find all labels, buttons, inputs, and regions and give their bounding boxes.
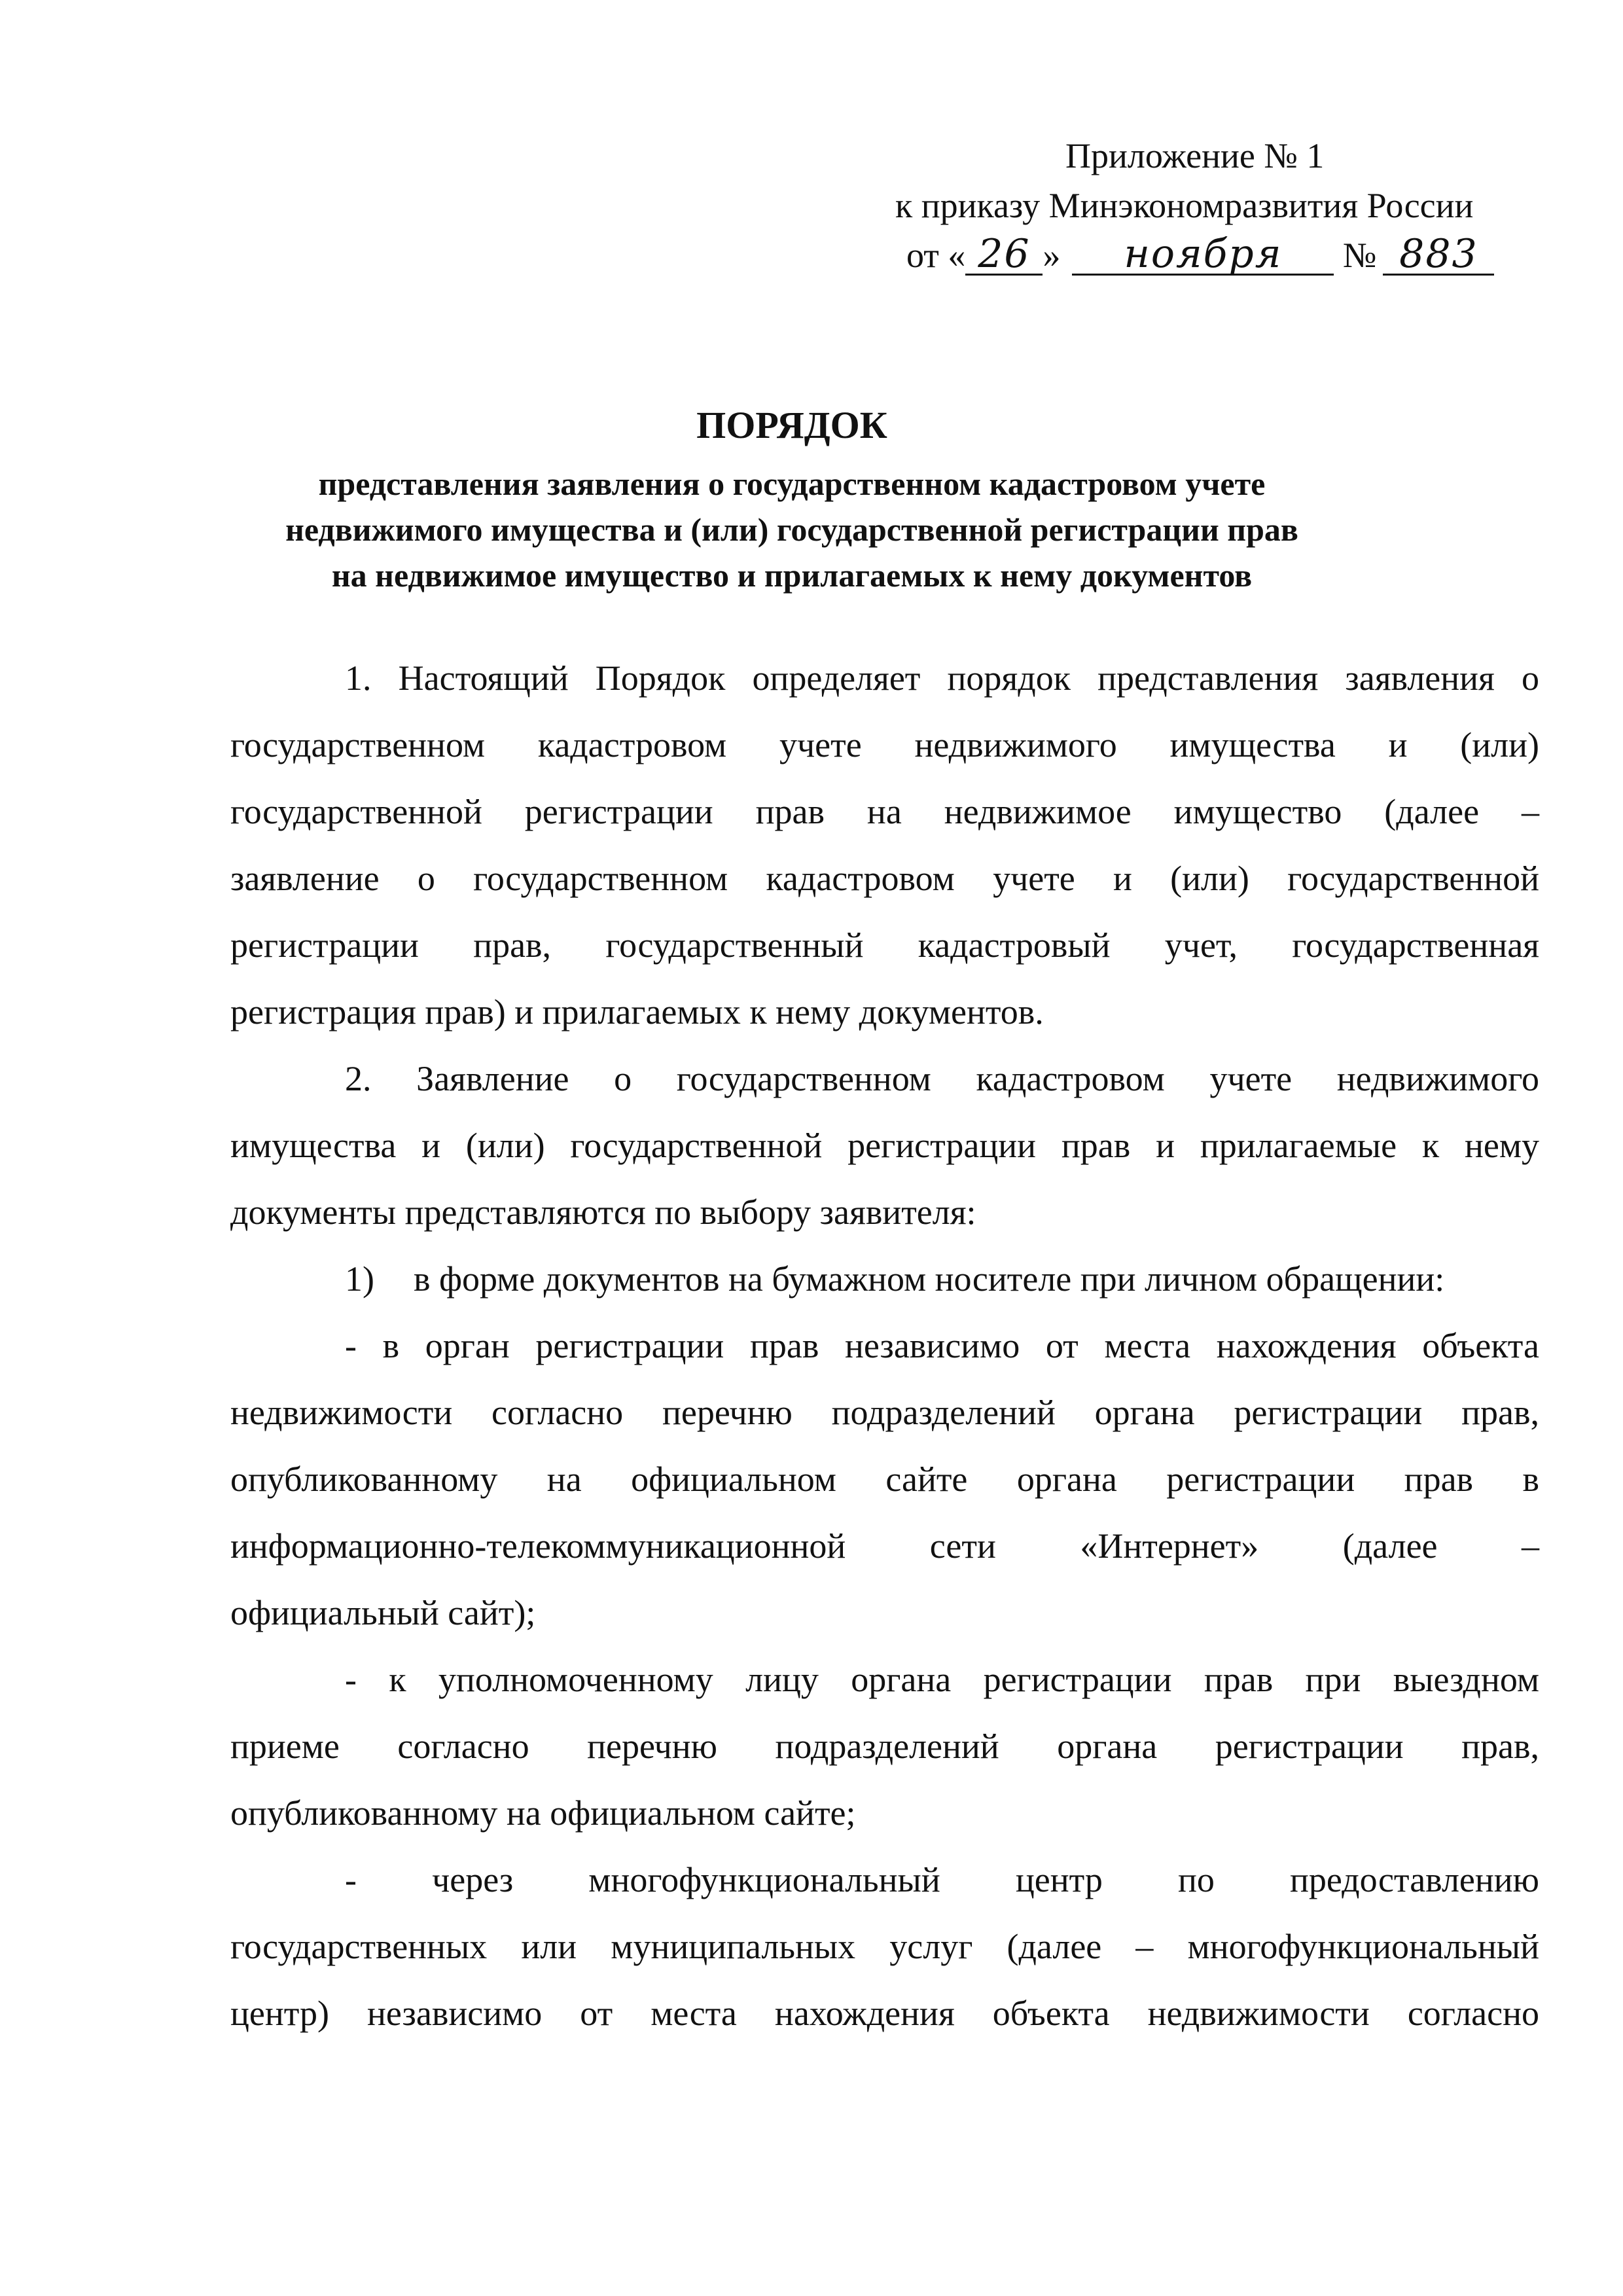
paragraph-1 (230, 645, 1539, 1045)
paragraph-line: документы представляются по выбору заявителя: (230, 1193, 976, 1232)
appendix-order-reference: к приказу Минэкономразвития России (895, 186, 1474, 225)
appendix-header (870, 131, 1538, 280)
list-item-number: 1) (345, 1259, 374, 1299)
paragraph-line: опубликованному на официальном сайте; (230, 1793, 856, 1833)
paragraph-line: - через многофункциональный центр по предоставлению (345, 1860, 1539, 1899)
title-sub-line-2: недвижимого имущества и (или) государственной регистрации прав (285, 511, 1298, 548)
paragraph-line: государственных или муниципальных услуг (далее – многофункциональный (230, 1927, 1539, 1966)
title-sub-line-1: представления заявления о государственном кадастровом учете (318, 465, 1266, 502)
dash-item-field-reception (230, 1646, 1539, 1846)
handwritten-day: 26 (965, 234, 1043, 276)
order-number-label: № (1342, 236, 1377, 275)
appendix-number: Приложение № 1 (1065, 136, 1325, 175)
handwritten-month: ноября (1072, 234, 1334, 276)
paragraph-line: 1. Настоящий Порядок определяет порядок представления заявления о (345, 658, 1539, 698)
title-sub-line-3: на недвижимое имущество и прилагаемых к нему документов (331, 557, 1253, 594)
paragraph-line: имущества и (или) государственной регистрации прав и прилагаемые к нему (230, 1126, 1539, 1165)
paragraph-line: заявление о государственном кадастровом учете и (или) государственной (230, 859, 1539, 898)
paragraph-line: государственной регистрации прав на недвижимое имущество (далее – (230, 792, 1539, 831)
paragraph-line: информационно-телекоммуникационной сети «Интернет» (далее – (230, 1526, 1539, 1566)
list-item-1 (230, 1246, 1539, 1312)
paragraph-line: 2. Заявление о государственном кадастровом учете недвижимого (345, 1059, 1539, 1098)
document-body (230, 645, 1539, 2047)
paragraph-line: центр) независимо от места нахождения объекта недвижимости согласно (230, 1994, 1539, 2033)
document-title (249, 399, 1335, 598)
handwritten-order-number: 883 (1383, 234, 1494, 276)
dash-item-registration-body (230, 1312, 1539, 1646)
paragraph-line: государственном кадастровом учете недвижимого имущества и (или) (230, 725, 1539, 764)
paragraph-line: регистрация прав) и прилагаемых к нему документов. (230, 992, 1044, 1031)
title-main: ПОРЯДОК (696, 404, 887, 446)
paragraph-2 (230, 1045, 1539, 1246)
date-day-suffix: » (1043, 236, 1061, 275)
paragraph-line: регистрации прав, государственный кадастровый учет, государственная (230, 925, 1539, 965)
paragraph-line: - в орган регистрации прав независимо от места нахождения объекта (345, 1326, 1539, 1365)
paragraph-line: официальный сайт); (230, 1593, 536, 1632)
paragraph-line: опубликованному на официальном сайте органа регистрации прав в (230, 1460, 1539, 1499)
date-prefix: от « (906, 236, 966, 275)
dash-item-mfc (230, 1846, 1539, 2047)
paragraph-line: недвижимости согласно перечню подразделений органа регистрации прав, (230, 1393, 1539, 1432)
paragraph-line: приеме согласно перечню подразделений органа регистрации прав, (230, 1727, 1539, 1766)
paragraph-line: - к уполномоченному лицу органа регистрации прав при выездном (345, 1660, 1539, 1699)
list-item-text: в форме документов на бумажном носителе при личном обращении: (414, 1259, 1445, 1299)
appendix-date-line (870, 230, 1538, 280)
